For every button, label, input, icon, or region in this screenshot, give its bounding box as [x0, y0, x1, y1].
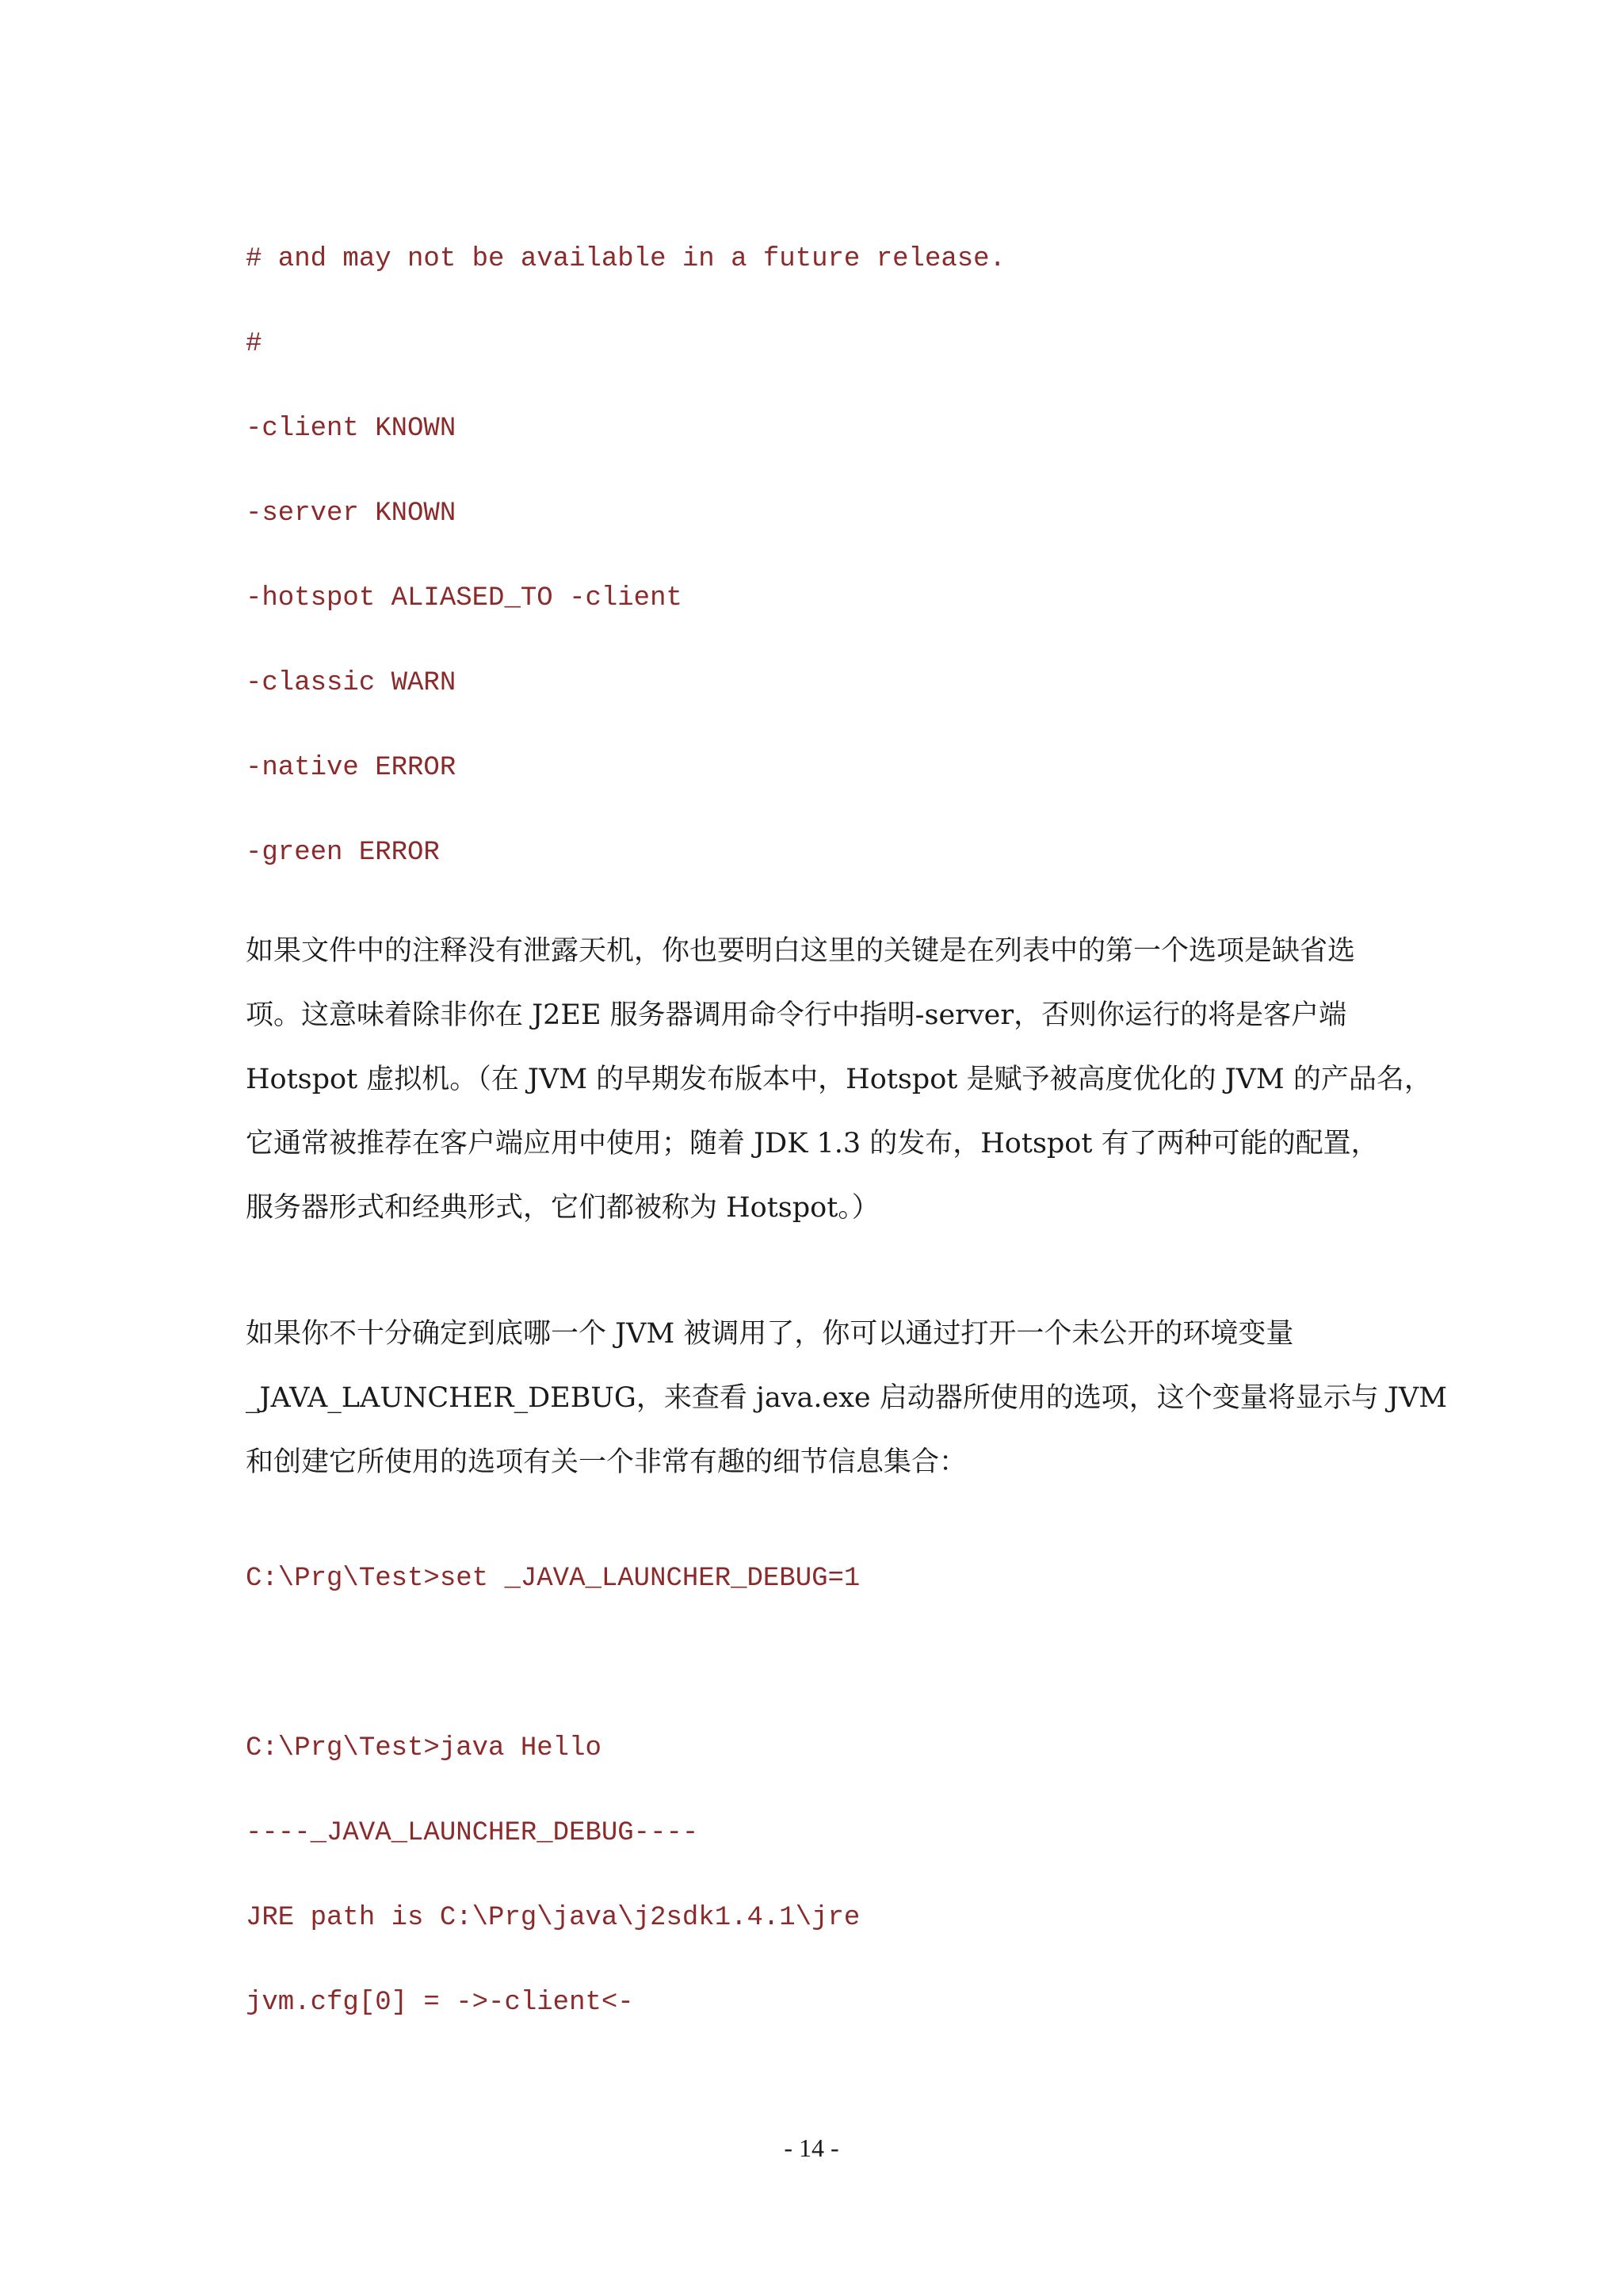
body-paragraph — [246, 1302, 1448, 1495]
paragraph-line: 服务器形式和经典形式，它们都被称为 Hotspot。） — [246, 1192, 880, 1224]
code-line: ----_JAVA_LAUNCHER_DEBUG---- — [246, 1818, 699, 1848]
code-line: JRE path is C:\Prg\java\j2sdk1.4.1\jre — [246, 1903, 861, 1933]
code-line: C:\Prg\Test>java Hello — [246, 1733, 601, 1763]
page-number: - 14 - — [784, 2134, 839, 2162]
paragraph-line: _JAVA_LAUNCHER_DEBUG，来查看 java.exe 启动器所使用的选项，这个变量将显示与 JVM — [246, 1382, 1448, 1414]
code-line: -classic WARN — [246, 668, 456, 698]
paragraph-line: 和创建它所使用的选项有关一个非常有趣的细节信息集合： — [246, 1446, 968, 1478]
code-line: -client KNOWN — [246, 414, 456, 444]
paragraph-line: 它通常被推荐在客户端应用中使用；随着 JDK 1.3 的发布，Hotspot 有了两种可能的配置， — [246, 1128, 1379, 1159]
paragraph-line: Hotspot 虚拟机。（在 JVM 的早期发布版本中，Hotspot 是赋予被高度优化的 JVM 的产品名， — [246, 1064, 1432, 1095]
code-line: # — [246, 329, 262, 359]
paragraph-line: 如果文件中的注释没有泄露天机，你也要明白这里的关键是在列表中的第一个选项是缺省选 — [246, 935, 1356, 967]
body-paragraph — [246, 919, 1432, 1240]
code-line: -native ERROR — [246, 753, 456, 783]
code-line: -server KNOWN — [246, 499, 456, 529]
code-line: jvm.cfg[0] = ->-client<- — [246, 1988, 634, 2018]
code-line: -hotspot ALIASED_TO -client — [246, 583, 682, 613]
code-line: C:\Prg\Test>set _JAVA_LAUNCHER_DEBUG=1 — [246, 1564, 861, 1594]
paragraph-line: 项。这意味着除非你在 J2EE 服务器调用命令行中指明-server，否则你运行的将是客户端 — [246, 999, 1347, 1031]
code-line: -green ERROR — [246, 838, 440, 868]
paragraph-line: 如果你不十分确定到底哪一个 JVM 被调用了，你可以通过打开一个未公开的环境变量 — [246, 1318, 1294, 1350]
code-line: # and may not be available in a future release. — [246, 244, 1006, 274]
